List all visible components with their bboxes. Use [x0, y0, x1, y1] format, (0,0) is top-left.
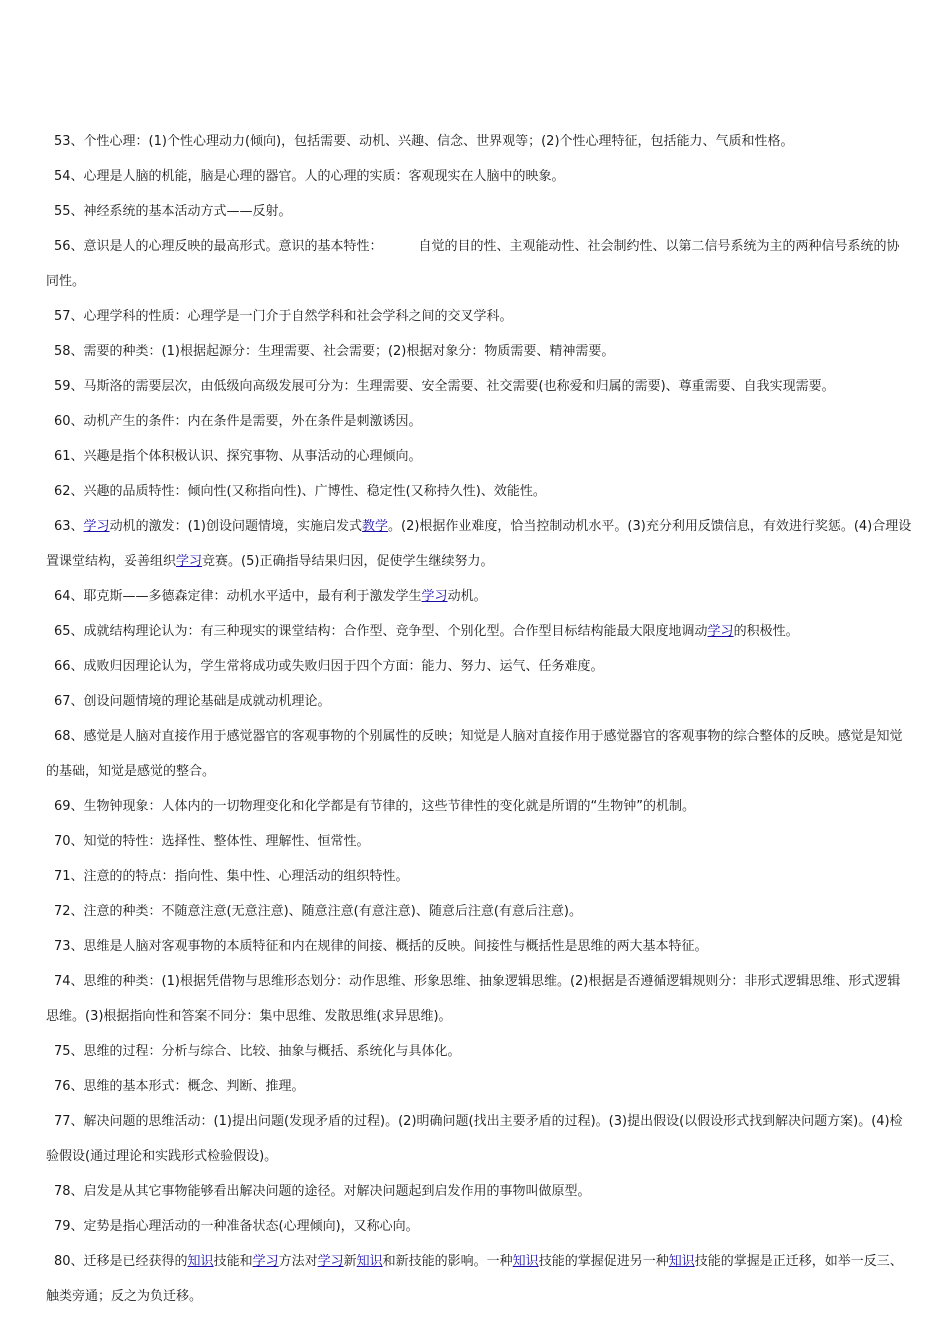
paragraph-55: 55、神经系统的基本活动方式——反射。: [54, 204, 292, 219]
paragraph-53: 53、个性心理：(1)个性心理动力(倾向)，包括需要、动机、兴趣、信念、世界观等；(2)个性心理特征，包括能力、气质和性格。: [54, 134, 794, 149]
paragraph-67: 67、创设问题情境的理论基础是成就动机理论。: [54, 694, 331, 709]
text-span: 动机。: [447, 589, 487, 604]
text-span: 80、迁移是已经获得的: [54, 1254, 188, 1269]
paragraph-64: [46, 579, 912, 614]
paragraph-63: [46, 509, 912, 579]
paragraph-70: 70、知觉的特性：选择性、整体性、理解性、恒常性。: [54, 834, 370, 849]
paragraph-75: 75、思维的过程：分析与综合、比较、抽象与概括、系统化与具体化。: [54, 1044, 461, 1059]
paragraph-68: 68、感觉是人脑对直接作用于感觉器官的客观事物的个别属性的反映；知觉是人脑对直接作用于感觉器官的客观事物的综合整体的反映。感觉是知觉的基础，知觉是感觉的整合。: [46, 729, 903, 779]
text-span: 和新技能的影响。一种: [382, 1254, 513, 1269]
link-zhishi[interactable]: 知识: [512, 1254, 539, 1269]
text-span: 的积极性。: [733, 624, 799, 639]
paragraph-58: 58、需要的种类：(1)根据起源分：生理需要、社会需要；(2)根据对象分：物质需要、精神需要。: [54, 344, 615, 359]
link-zhishi[interactable]: 知识: [356, 1254, 383, 1269]
link-xuexi[interactable]: 学习: [707, 624, 734, 639]
paragraph-56-part1: 56、意识是人的心理反映的最高形式。意识的基本特性：: [54, 239, 383, 254]
paragraph-74: 74、思维的种类：(1)根据凭借物与思维形态划分：动作思维、形象思维、抽象逻辑思维。(2)根据是否遵循逻辑规则分：非形式逻辑思维、形式逻辑思维。(3)根据指向性和答案不同分：集中思维、发散思维(求异思维)。: [46, 974, 901, 1024]
text-span: 方法对: [278, 1254, 318, 1269]
paragraph-69: 69、生物钟现象：人体内的一切物理变化和化学都是有节律的，这些节律性的变化就是所谓的“生物钟”的机制。: [54, 799, 696, 814]
text-span: 新: [343, 1254, 357, 1269]
paragraph-60: 60、动机产生的条件：内在条件是需要，外在条件是刺激诱因。: [54, 414, 422, 429]
link-jiaoxue[interactable]: 教学: [361, 519, 388, 534]
text-span: 技能的掌握是正迁移，如举一反三、触类旁通；反之为负迁移。: [46, 1254, 903, 1304]
paragraph-77: 77、解决问题的思维活动：(1)提出问题(发现矛盾的过程)。(2)明确问题(找出主要矛盾的过程)。(3)提出假设(以假设形式找到解决问题方案)。(4)检验假设(通过理论和实践形式检验假设)。: [46, 1114, 903, 1164]
paragraph-56-part2: 自觉的目的性、主观能动性、社会制约性、以第二信号系统为主的两种信号系统的协同性。: [46, 239, 900, 289]
link-xuexi[interactable]: 学习: [421, 589, 448, 604]
paragraph-66: 66、成败归因理论认为，学生常将成功或失败归因于四个方面：能力、努力、运气、任务难度。: [54, 659, 604, 674]
paragraph-78: 78、启发是从其它事物能够看出解决问题的途径。对解决问题起到启发作用的事物叫做原型。: [54, 1184, 591, 1199]
link-xuexi[interactable]: 学习: [83, 519, 110, 534]
paragraph-65: [46, 614, 912, 649]
paragraph-71: 71、注意的的特点：指向性、集中性、心理活动的组织特性。: [54, 869, 409, 884]
text-span: 65、成就结构理论认为：有三种现实的课堂结构：合作型、竞争型、个别化型。合作型目标结构能最大限度地调动: [54, 624, 708, 639]
link-xuexi[interactable]: 学习: [176, 554, 203, 569]
paragraph-56: [46, 229, 912, 299]
paragraph-62: 62、兴趣的品质特性：倾向性(又称指向性)、广博性、稳定性(又称持久性)、效能性。: [54, 484, 546, 499]
text-span: 64、耶克斯——多德森定律：动机水平适中，最有利于激发学生: [54, 589, 422, 604]
document-body: [46, 124, 912, 1314]
paragraph-54: 54、心理是人脑的机能，脑是心理的器官。人的心理的实质：客观现实在人脑中的映象。: [54, 169, 565, 184]
paragraph-57: 57、心理学科的性质：心理学是一门介于自然学科和社会学科之间的交叉学科。: [54, 309, 513, 324]
link-zhishi[interactable]: 知识: [187, 1254, 214, 1269]
link-zhishi[interactable]: 知识: [668, 1254, 695, 1269]
paragraph-76: 76、思维的基本形式：概念、判断、推理。: [54, 1079, 305, 1094]
paragraph-59: 59、马斯洛的需要层次，由低级向高级发展可分为：生理需要、安全需要、社交需要(也称爱和归属的需要)、尊重需要、自我实现需要。: [54, 379, 835, 394]
paragraph-61: 61、兴趣是指个体积极认识、探究事物、从事活动的心理倾向。: [54, 449, 422, 464]
text-span: 技能和: [213, 1254, 253, 1269]
paragraph-79: 79、定势是指心理活动的一种准备状态(心理倾向)，又称心向。: [54, 1219, 419, 1234]
link-xuexi[interactable]: 学习: [252, 1254, 279, 1269]
text-span: 63、: [54, 519, 84, 534]
text-span: 技能的掌握促进另一种: [538, 1254, 669, 1269]
paragraph-80: [46, 1244, 912, 1314]
text-span: 。(2)根据作业难度，恰当控制动机水平。(3)充分利用反馈信息，有效进行奖惩。(4)合理设置课堂结构，妥善组织: [46, 519, 912, 569]
paragraph-73: 73、思维是人脑对客观事物的本质特征和内在规律的间接、概括的反映。间接性与概括性是思维的两大基本特征。: [54, 939, 708, 954]
paragraph-72: 72、注意的种类：不随意注意(无意注意)、随意注意(有意注意)、随意后注意(有意后注意)。: [54, 904, 582, 919]
text-span: 竞赛。(5)正确指导结果归因，促使学生继续努力。: [202, 554, 494, 569]
link-xuexi[interactable]: 学习: [317, 1254, 344, 1269]
text-span: 动机的激发：(1)创设问题情境，实施启发式: [109, 519, 362, 534]
